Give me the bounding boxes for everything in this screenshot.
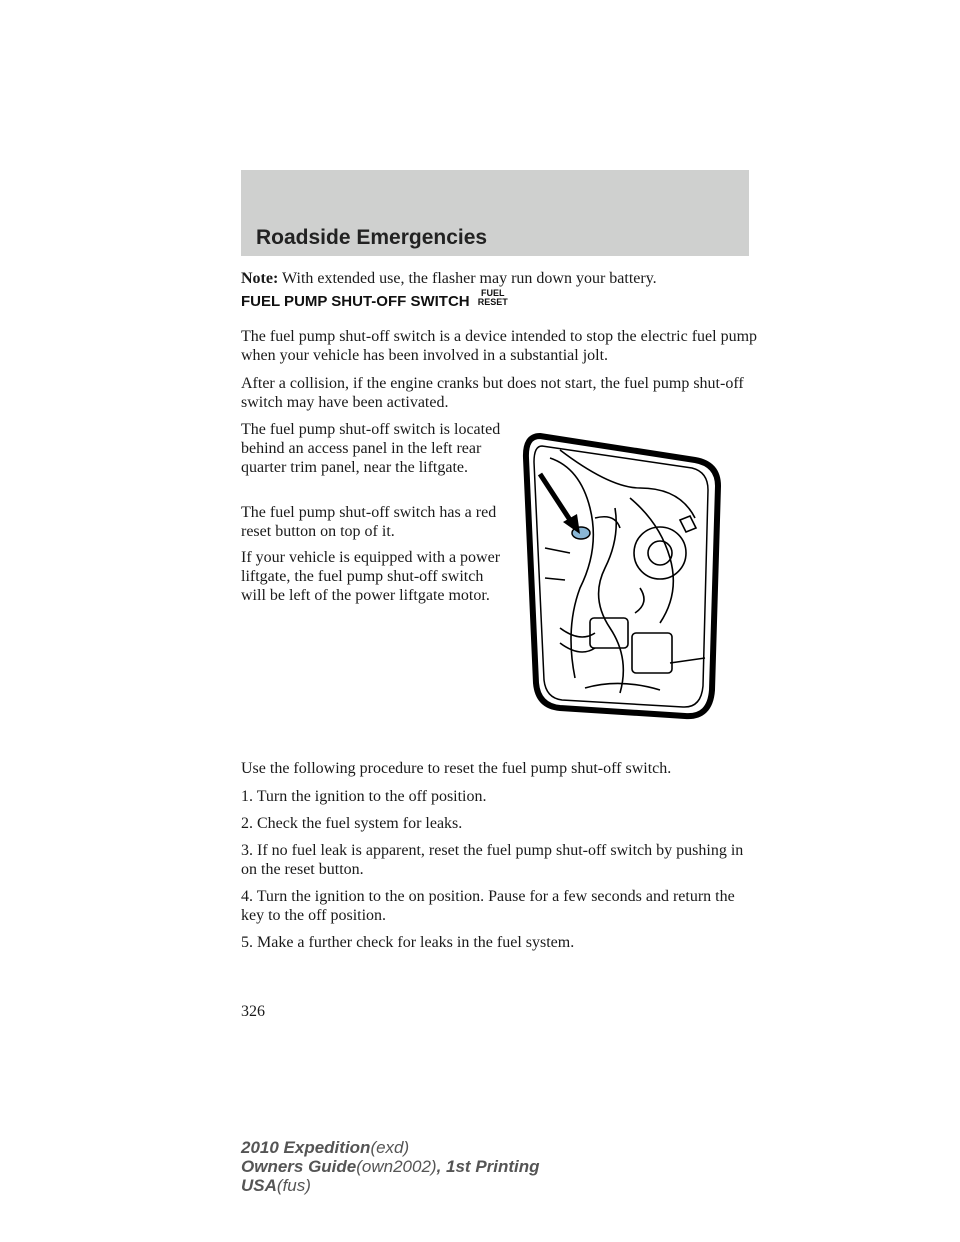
fuel-reset-icon — [478, 289, 508, 307]
page-title: Roadside Emergencies — [256, 226, 488, 249]
liftgate-paragraph: If your vehicle is equipped with a power liftgate, the fuel pump shut-off switch will be left of the power liftgate motor. — [241, 549, 501, 604]
intro-paragraph: The fuel pump shut-off switch is a device intended to stop the electric fuel pump when your vehicle has been involved in a substantial jolt. — [241, 328, 758, 364]
fuel-pump-switch-illustration — [520, 428, 730, 726]
footer-market-code: (fus) — [276, 1176, 311, 1195]
fuel-reset-icon-line2: RESET — [477, 297, 508, 307]
step-3: 3. If no fuel leak is apparent, reset the fuel pump shut-off switch by pushing in on the reset button. — [241, 842, 744, 878]
procedure-intro: Use the following procedure to reset the fuel pump shut-off switch. — [241, 760, 672, 777]
section-heading — [241, 288, 508, 310]
note-label: Note: — [241, 270, 279, 287]
footer-line-2 — [241, 1157, 540, 1176]
note-paragraph — [241, 269, 761, 288]
print-footer — [241, 1138, 540, 1195]
footer-model: 2010 Expedition — [241, 1138, 371, 1157]
footer-line-1 — [241, 1138, 540, 1157]
step-5: 5. Make a further check for leaks in the fuel system. — [241, 934, 575, 951]
fuel-reset-icon-line1: FUEL — [481, 288, 505, 298]
section-title: FUEL PUMP SHUT-OFF SWITCH — [241, 293, 470, 310]
reset-button-paragraph: The fuel pump shut-off switch has a red reset button on top of it. — [241, 504, 497, 540]
location-paragraph: The fuel pump shut-off switch is located behind an access panel in the left rear quarter trim panel, near the liftgate. — [241, 421, 501, 476]
footer-market: USA — [241, 1176, 277, 1195]
page-number: 326 — [241, 1003, 265, 1020]
step-2: 2. Check the fuel system for leaks. — [241, 815, 463, 832]
step-1: 1. Turn the ignition to the off position. — [241, 788, 487, 805]
footer-model-code: (exd) — [370, 1138, 410, 1157]
footer-printing: , 1st Printing — [436, 1157, 540, 1176]
footer-guide-code: (own2002) — [356, 1157, 437, 1176]
step-4: 4. Turn the ignition to the on position. Pause for a few seconds and return the key to the off position. — [241, 888, 735, 924]
note-text: With extended use, the flasher may run down your battery. — [282, 270, 657, 287]
footer-line-3 — [241, 1176, 540, 1195]
footer-guide: Owners Guide — [241, 1157, 357, 1176]
collision-paragraph: After a collision, if the engine cranks but does not start, the fuel pump shut-off switch may have been activated. — [241, 375, 744, 411]
